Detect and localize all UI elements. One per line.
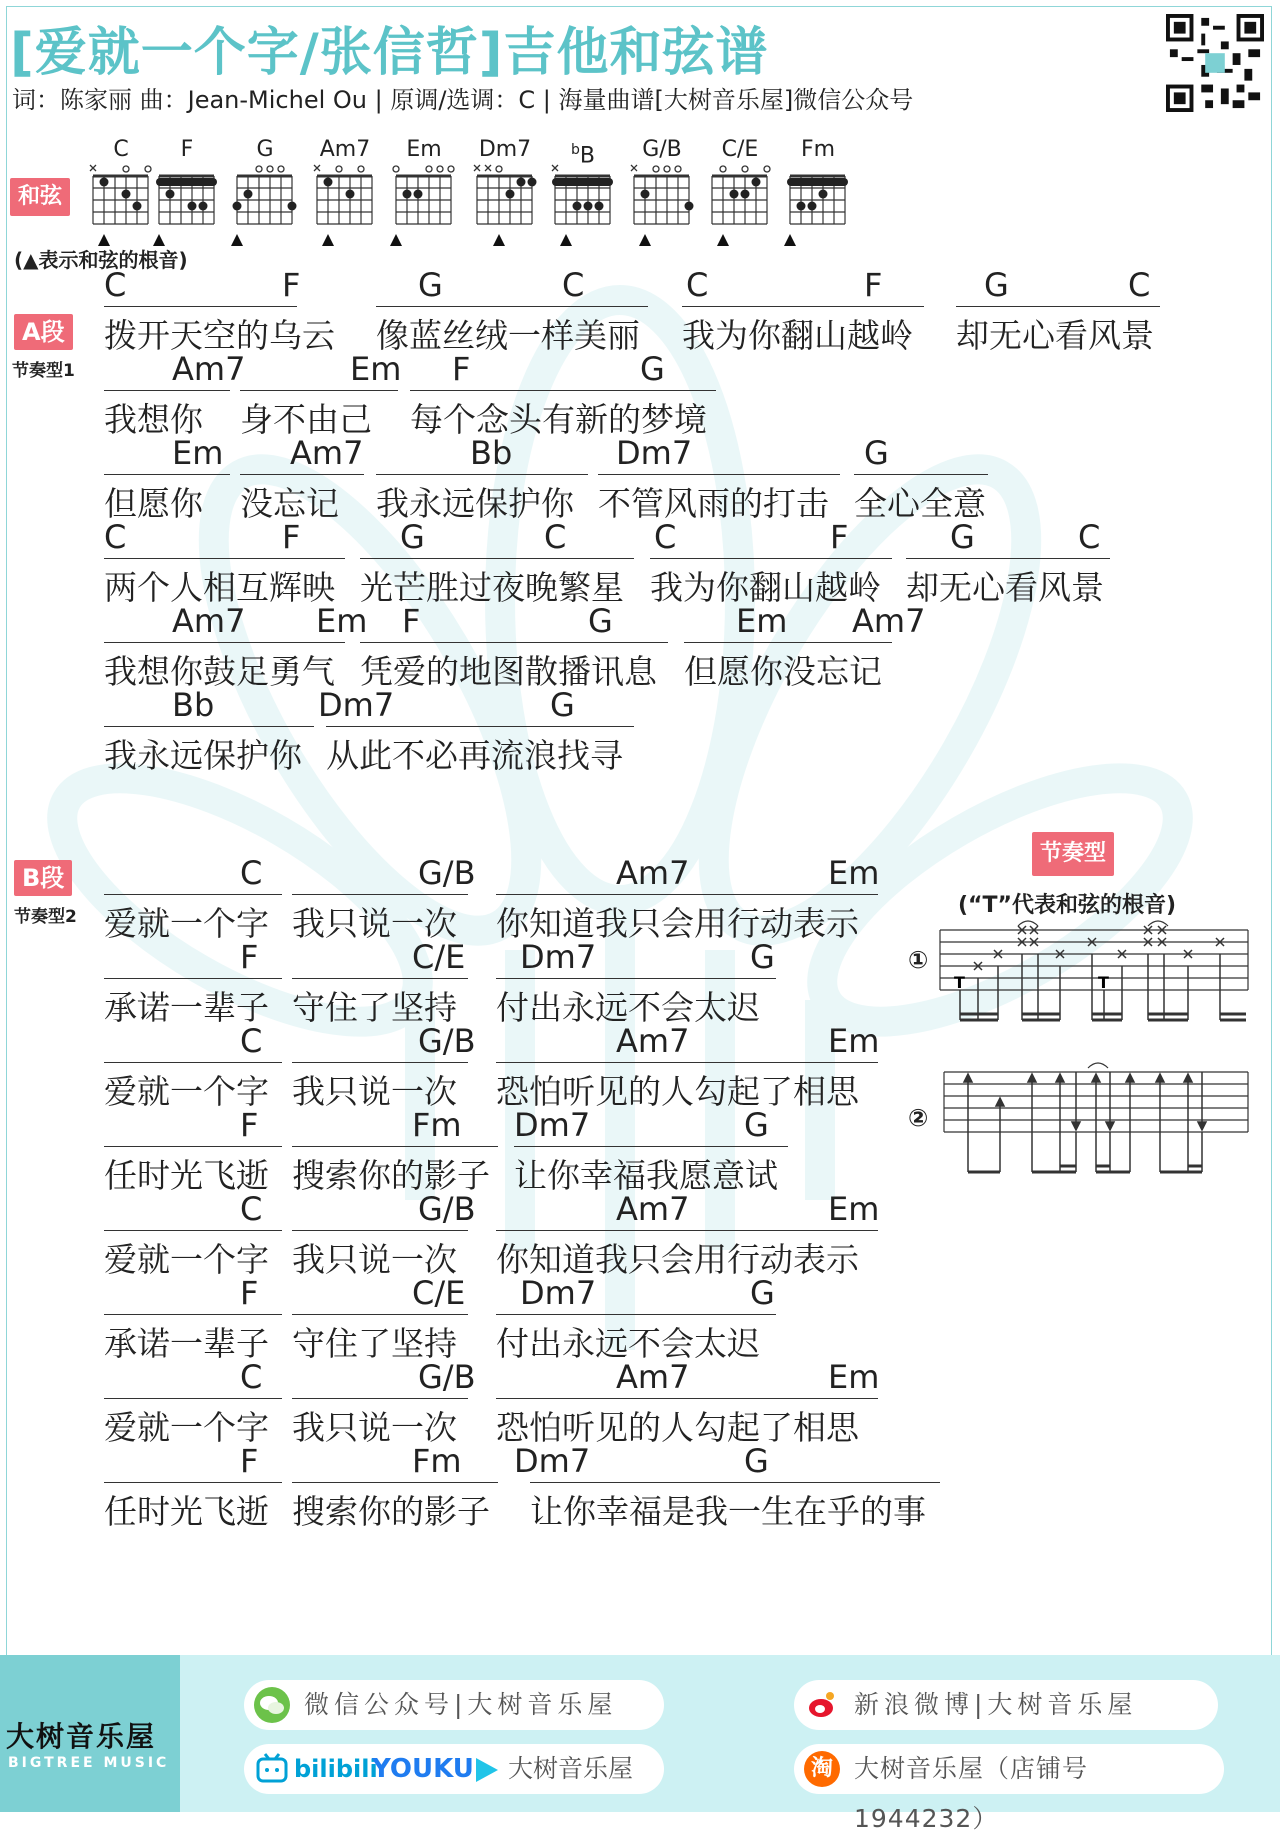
chord-symbol: C bbox=[240, 854, 263, 892]
chord-symbol: G/B bbox=[418, 1022, 476, 1060]
chord-underline bbox=[104, 1230, 282, 1231]
chord-diagram-name: G/B bbox=[642, 137, 682, 162]
chord-underline bbox=[360, 558, 634, 559]
chord-diagram-name: C/E bbox=[721, 137, 759, 162]
chord-symbol: Em bbox=[828, 1022, 880, 1060]
rhythm-1-label: ① bbox=[908, 946, 929, 974]
brand-name: 大树音乐屋 bbox=[6, 1720, 157, 1753]
chord-underline bbox=[684, 642, 892, 643]
wechat-pill[interactable] bbox=[244, 1680, 664, 1730]
section-a-pattern: 节奏型1 bbox=[12, 361, 75, 381]
rhythm-2-label: ② bbox=[908, 1104, 929, 1132]
lyric-phrase: 搜索你的影子 bbox=[292, 1156, 490, 1195]
chord-symbol: C bbox=[654, 518, 677, 556]
lyric-phrase: 搜索你的影子 bbox=[292, 1492, 490, 1531]
chord-underline bbox=[956, 306, 1160, 307]
chord-symbol: F bbox=[402, 602, 421, 640]
taobao-pill[interactable] bbox=[794, 1744, 1224, 1833]
chord-symbol: G bbox=[418, 266, 443, 304]
chord-symbol: C bbox=[544, 518, 567, 556]
lyric-phrase: 身不由己 bbox=[240, 400, 372, 439]
root-note-legend: (▲表示和弦的根音) bbox=[14, 248, 188, 272]
chord-underline bbox=[292, 1482, 498, 1483]
chord-diagram bbox=[783, 138, 853, 250]
chord-symbol: C bbox=[240, 1358, 263, 1396]
lyric-phrase: 光芒胜过夜晚繁星 bbox=[360, 568, 624, 607]
chord-underline bbox=[292, 1062, 468, 1063]
chord-underline bbox=[376, 474, 588, 475]
root-triangle-icon bbox=[639, 234, 651, 246]
lyric-phrase: 我永远保护你 bbox=[104, 736, 302, 775]
chord-symbol: C bbox=[1128, 266, 1151, 304]
chord-symbol: Am7 bbox=[172, 602, 246, 640]
lyric-phrase: 我只说一次 bbox=[292, 1072, 457, 1111]
chord-underline bbox=[104, 1314, 282, 1315]
chord-underline bbox=[292, 894, 468, 895]
weibo-pill[interactable] bbox=[794, 1680, 1218, 1730]
lyric-phrase: 我为你翻山越岭 bbox=[650, 568, 881, 607]
chord-underline bbox=[376, 306, 648, 307]
bilibili-logo: bilibili bbox=[294, 1755, 378, 1783]
chord-diagram bbox=[705, 138, 775, 250]
wechat-icon bbox=[254, 1687, 290, 1723]
chord-symbol: Am7 bbox=[616, 1022, 690, 1060]
root-triangle-icon bbox=[231, 234, 243, 246]
chord-symbol: Em bbox=[350, 350, 402, 388]
chord-symbol: F bbox=[240, 938, 259, 976]
chord-diagram bbox=[86, 138, 156, 250]
chord-underline bbox=[292, 1230, 468, 1231]
root-triangle-icon bbox=[390, 234, 402, 246]
chord-symbol: G bbox=[744, 1106, 769, 1144]
lyric-phrase: 我只说一次 bbox=[292, 1408, 457, 1447]
chord-symbol: F bbox=[240, 1442, 259, 1480]
chord-underline bbox=[104, 1062, 282, 1063]
chord-diagram-name: $^b$B bbox=[571, 142, 595, 169]
root-triangle-icon bbox=[153, 234, 165, 246]
lyric-phrase: 守住了坚持 bbox=[292, 988, 457, 1027]
chord-diagram-name: G bbox=[256, 137, 274, 162]
chord-underline bbox=[682, 306, 924, 307]
chord-symbol: G bbox=[550, 686, 575, 724]
taobao-icon: 淘 bbox=[804, 1751, 840, 1787]
chord-symbol: F bbox=[240, 1274, 259, 1312]
chord-underline bbox=[104, 978, 282, 979]
wechat-label: 微信公众号|大树音乐屋 bbox=[304, 1690, 618, 1719]
chord-symbol: G/B bbox=[418, 1358, 476, 1396]
lyric-phrase: 爱就一个字 bbox=[104, 904, 269, 943]
chord-diagram bbox=[310, 138, 380, 250]
chord-symbol: C/E bbox=[412, 1274, 466, 1312]
chord-fretboard bbox=[630, 162, 694, 250]
chord-symbol: F bbox=[830, 518, 849, 556]
song-meta: 词：陈家丽 曲：Jean-Michel Ou | 原调/选调：C | 海量曲谱[大树音乐屋]微信公众号 bbox=[12, 86, 914, 114]
chord-symbol: C bbox=[240, 1190, 263, 1228]
chord-symbol: Am7 bbox=[290, 434, 364, 472]
chord-underline bbox=[496, 1314, 776, 1315]
chord-symbol: C bbox=[1078, 518, 1101, 556]
chord-underline bbox=[598, 474, 840, 475]
page-title: [爱就一个字/张信哲]吉他和弦谱 bbox=[10, 23, 769, 83]
chord-underline bbox=[496, 1062, 878, 1063]
root-triangle-icon bbox=[493, 234, 505, 246]
chord-symbol: Em bbox=[828, 1190, 880, 1228]
video-channel-name: 大树音乐屋 bbox=[508, 1754, 634, 1783]
chord-underline bbox=[496, 894, 878, 895]
weibo-icon bbox=[804, 1687, 840, 1723]
lyric-phrase: 但愿你没忘记 bbox=[684, 652, 882, 691]
lyric-phrase: 恐怕听见的人勾起了相思 bbox=[496, 1072, 859, 1111]
lyric-phrase: 从此不必再流浪找寻 bbox=[326, 736, 623, 775]
chord-symbol: C bbox=[686, 266, 709, 304]
chord-underline bbox=[104, 390, 230, 391]
root-triangle-icon bbox=[717, 234, 729, 246]
chord-symbol: C bbox=[562, 266, 585, 304]
lyric-phrase: 全心全意 bbox=[854, 484, 986, 523]
chord-underline bbox=[104, 474, 230, 475]
chord-fretboard bbox=[89, 162, 153, 250]
chord-underline bbox=[292, 1314, 468, 1315]
chord-underline bbox=[292, 1398, 468, 1399]
video-pill[interactable] bbox=[244, 1744, 664, 1794]
chord-symbol: Am7 bbox=[616, 1358, 690, 1396]
lyric-phrase: 承诺一辈子 bbox=[104, 1324, 269, 1363]
chord-symbol: Am7 bbox=[172, 350, 246, 388]
lyric-phrase: 恐怕听见的人勾起了相思 bbox=[496, 1408, 859, 1447]
lyric-phrase: 你知道我只会用行动表示 bbox=[496, 904, 859, 943]
chord-symbol: Fm bbox=[412, 1442, 462, 1480]
chord-diagram bbox=[389, 138, 459, 250]
chord-symbol: G bbox=[750, 938, 775, 976]
lyric-phrase: 任时光飞逝 bbox=[104, 1492, 269, 1531]
lyric-phrase: 我永远保护你 bbox=[376, 484, 574, 523]
chord-underline bbox=[496, 978, 776, 979]
chord-underline bbox=[104, 1482, 282, 1483]
chord-symbol: Bb bbox=[172, 686, 215, 724]
root-triangle-icon bbox=[322, 234, 334, 246]
chord-symbol: Dm7 bbox=[514, 1442, 591, 1480]
chord-diagram bbox=[627, 138, 697, 250]
lyric-phrase: 爱就一个字 bbox=[104, 1072, 269, 1111]
chord-fretboard bbox=[313, 162, 377, 250]
chord-fretboard bbox=[233, 162, 297, 250]
chord-fretboard bbox=[392, 162, 456, 250]
rhythm-legend: (“T”代表和弦的根音) bbox=[958, 893, 1177, 918]
chord-fretboard bbox=[708, 162, 772, 250]
chord-underline bbox=[906, 558, 1110, 559]
chord-diagram-name: C bbox=[113, 137, 129, 162]
chord-underline bbox=[104, 306, 297, 307]
chord-underline bbox=[104, 1398, 282, 1399]
chord-diagram bbox=[470, 138, 540, 250]
chord-fretboard bbox=[786, 162, 850, 250]
brand-box bbox=[0, 1655, 180, 1812]
chord-symbol: F bbox=[240, 1106, 259, 1144]
lyric-phrase: 付出永远不会太迟 bbox=[496, 988, 760, 1027]
lyric-phrase: 凭爱的地图散播讯息 bbox=[360, 652, 657, 691]
lyric-phrase: 却无心看风景 bbox=[956, 316, 1154, 355]
lyric-phrase: 却无心看风景 bbox=[906, 568, 1104, 607]
lyric-phrase: 没忘记 bbox=[240, 484, 339, 523]
lyric-phrase: 守住了坚持 bbox=[292, 1324, 457, 1363]
chord-underline bbox=[104, 726, 314, 727]
root-triangle-icon bbox=[560, 234, 572, 246]
rhythm-pattern-1-tab bbox=[938, 908, 1250, 1026]
chord-symbol: Dm7 bbox=[514, 1106, 591, 1144]
chord-underline bbox=[496, 1230, 878, 1231]
chord-diagram bbox=[230, 138, 300, 250]
brand-name-en: BIGTREE MUSIC bbox=[8, 1755, 170, 1771]
chord-symbol: F bbox=[282, 266, 301, 304]
chord-underline bbox=[854, 474, 988, 475]
chord-symbol: Dm7 bbox=[318, 686, 395, 724]
chord-symbol: F bbox=[282, 518, 301, 556]
chord-fretboard bbox=[473, 162, 537, 250]
lyric-phrase: 每个念头有新的梦境 bbox=[410, 400, 707, 439]
chord-symbol: C/E bbox=[412, 938, 466, 976]
root-triangle-icon bbox=[98, 234, 110, 246]
weibo-label: 新浪微博|大树音乐屋 bbox=[854, 1690, 1138, 1719]
chord-diagram bbox=[548, 138, 618, 250]
chord-fretboard bbox=[155, 162, 219, 250]
chord-symbol: Em bbox=[316, 602, 368, 640]
chord-underline bbox=[104, 1146, 282, 1147]
lyric-phrase: 让你幸福我愿意试 bbox=[514, 1156, 778, 1195]
chord-symbol: Bb bbox=[470, 434, 513, 472]
chord-diagram-name: Em bbox=[406, 137, 442, 162]
chord-symbol: Dm7 bbox=[520, 1274, 597, 1312]
root-triangle-icon bbox=[784, 234, 796, 246]
chord-symbol: G bbox=[864, 434, 889, 472]
chord-fretboard bbox=[551, 162, 615, 250]
chord-underline bbox=[104, 558, 345, 559]
lyric-phrase: 两个人相互辉映 bbox=[104, 568, 335, 607]
chord-underline bbox=[292, 978, 468, 979]
root-mark: T bbox=[1098, 973, 1109, 992]
chord-symbol: F bbox=[864, 266, 883, 304]
chord-symbol: Fm bbox=[412, 1106, 462, 1144]
lyric-phrase: 不管风雨的打击 bbox=[598, 484, 829, 523]
chord-underline bbox=[326, 726, 634, 727]
chord-diagram-name: Dm7 bbox=[478, 137, 532, 162]
chord-underline bbox=[496, 1398, 878, 1399]
chord-underline bbox=[104, 642, 345, 643]
chord-symbol: G bbox=[950, 518, 975, 556]
chord-underline bbox=[360, 642, 668, 643]
lyric-phrase: 我只说一次 bbox=[292, 904, 457, 943]
qr-code-icon bbox=[1166, 14, 1264, 112]
chord-symbol: G bbox=[400, 518, 425, 556]
chord-symbol: G bbox=[750, 1274, 775, 1312]
chord-diagram-name: Am7 bbox=[319, 137, 371, 162]
section-b-pattern: 节奏型2 bbox=[14, 907, 77, 927]
lyric-phrase: 我为你翻山越岭 bbox=[682, 316, 913, 355]
chord-symbol: Am7 bbox=[616, 854, 690, 892]
lyric-phrase: 任时光飞逝 bbox=[104, 1156, 269, 1195]
chord-diagram-name: F bbox=[180, 137, 194, 162]
chord-symbol: C bbox=[240, 1022, 263, 1060]
section-a-tag: A段 bbox=[14, 314, 73, 350]
chord-underline bbox=[530, 1482, 940, 1483]
chord-underline bbox=[292, 1146, 498, 1147]
lyric-phrase: 爱就一个字 bbox=[104, 1408, 269, 1447]
chord-symbol: F bbox=[452, 350, 471, 388]
lyric-phrase: 让你幸福是我一生在乎的事 bbox=[530, 1492, 926, 1531]
lyric-phrase: 付出永远不会太迟 bbox=[496, 1324, 760, 1363]
section-b-tag: B段 bbox=[14, 860, 72, 896]
bilibili-tv-icon bbox=[254, 1751, 290, 1787]
lyric-phrase: 我想你鼓足勇气 bbox=[104, 652, 335, 691]
lyric-phrase: 像蓝丝绒一样美丽 bbox=[376, 316, 640, 355]
chord-symbol: G bbox=[588, 602, 613, 640]
rhythm-tag: 节奏型 bbox=[1032, 832, 1114, 876]
chord-symbol: G bbox=[984, 266, 1009, 304]
youku-play-icon bbox=[472, 1756, 500, 1784]
youku-logo: YOUKU bbox=[372, 1754, 474, 1784]
lyric-phrase: 我想你 bbox=[104, 400, 203, 439]
chord-section-tag: 和弦 bbox=[10, 178, 70, 216]
chord-underline bbox=[240, 474, 364, 475]
lyric-phrase: 爱就一个字 bbox=[104, 1240, 269, 1279]
chord-symbol: C bbox=[104, 266, 127, 304]
lyric-phrase: 我只说一次 bbox=[292, 1240, 457, 1279]
chord-symbol: G bbox=[744, 1442, 769, 1480]
chord-symbol: Em bbox=[736, 602, 788, 640]
chord-underline bbox=[514, 1146, 788, 1147]
chord-symbol: Dm7 bbox=[616, 434, 693, 472]
root-mark: T bbox=[954, 973, 965, 992]
chord-symbol: Em bbox=[172, 434, 224, 472]
chord-underline bbox=[410, 390, 716, 391]
chord-symbol: G/B bbox=[418, 1190, 476, 1228]
chord-underline bbox=[104, 894, 282, 895]
lyric-phrase: 承诺一辈子 bbox=[104, 988, 269, 1027]
taobao-label: 大树音乐屋（店铺号 1944232） bbox=[854, 1754, 1089, 1833]
chord-symbol: G/B bbox=[418, 854, 476, 892]
rhythm-pattern-2-tab bbox=[938, 1060, 1250, 1184]
chord-symbol: Em bbox=[828, 854, 880, 892]
chord-symbol: Dm7 bbox=[520, 938, 597, 976]
chord-symbol: Am7 bbox=[852, 602, 926, 640]
chord-underline bbox=[650, 558, 892, 559]
lyric-phrase: 拨开天空的乌云 bbox=[104, 316, 335, 355]
chord-symbol: Em bbox=[828, 1358, 880, 1396]
chord-diagram-name: Fm bbox=[800, 137, 836, 162]
lyric-phrase: 但愿你 bbox=[104, 484, 203, 523]
chord-symbol: C bbox=[104, 518, 127, 556]
chord-underline bbox=[240, 390, 398, 391]
lyric-phrase: 你知道我只会用行动表示 bbox=[496, 1240, 859, 1279]
chord-diagram bbox=[152, 138, 222, 250]
flat-mark: b bbox=[571, 142, 580, 158]
chord-symbol: G bbox=[640, 350, 665, 388]
chord-symbol: Am7 bbox=[616, 1190, 690, 1228]
